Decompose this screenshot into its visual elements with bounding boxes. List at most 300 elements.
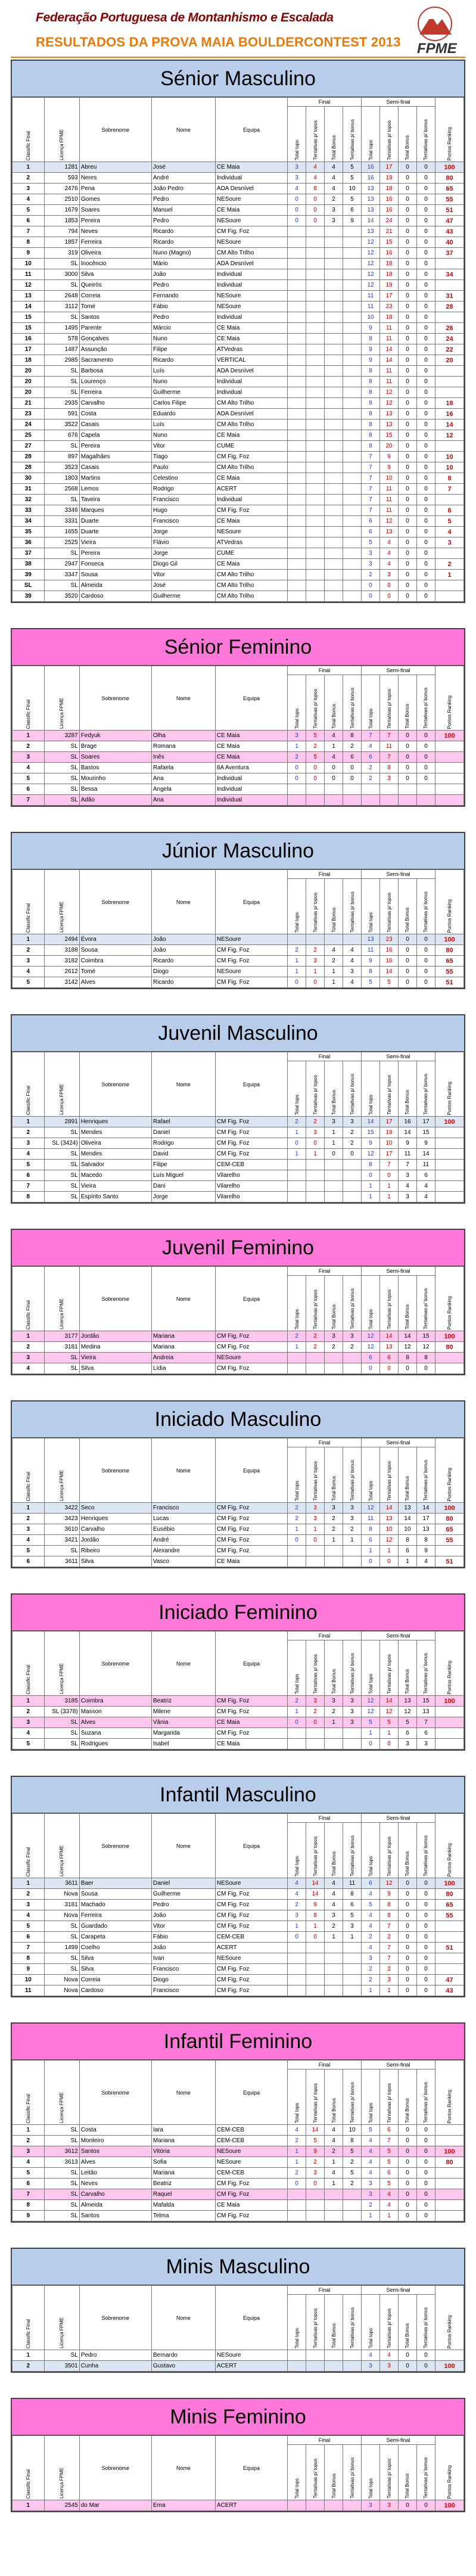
bonus-attempts-cell [343,1170,362,1181]
bonus-cell: 0 [399,430,417,441]
bonus-cell: 0 [399,441,417,452]
col-s4 [416,2069,435,2125]
tops-attempts-cell: 21 [380,226,399,237]
column-label: Tentativas p/ bonus [349,1288,355,1329]
tops-attempts-cell: 12 [380,398,399,409]
bonus-attempts-cell [343,495,362,505]
bonus-cell: 13 [399,1503,417,1514]
rank-cell: 4 [13,1363,45,1374]
bonus-cell [325,2350,343,2361]
license-cell: 1499 [44,1943,79,1953]
points-cell [435,1953,464,1964]
rank-cell: 1 [13,2350,45,2361]
tops-cell: 12 [362,259,380,269]
rank-cell: 3 [13,752,45,763]
surname-cell: Barbosa [79,366,151,377]
column-label: Pontos Ranking [447,1467,452,1501]
tops-attempts-cell: 14 [380,1331,399,1342]
col-f2 [306,1823,325,1878]
column-label: Tentativas p/ topos [312,689,318,729]
license-cell: SL [44,1170,79,1181]
license-cell: 3613 [44,2157,79,2168]
license-cell: SL (3378) [44,1707,79,1717]
rank-cell: 3 [13,1353,45,1363]
tops-cell: 6 [362,1535,380,1546]
points-cell: 12 [435,430,464,441]
surname-cell: Carvalho [79,2189,151,2200]
name-cell: Rafael [151,1117,215,1127]
col-f2 [306,675,325,731]
column-label: Total tops [294,1856,300,1876]
surname-cell: Costa [79,2125,151,2136]
bonus-attempts-cell [343,355,362,366]
section-gap [0,2512,476,2537]
results-sections [0,60,476,2537]
bonus-attempts-cell [343,1739,362,1750]
mountain-icon [411,6,459,44]
tops-cell: 1 [288,967,306,977]
bonus-attempts-cell: 0 [416,1878,435,1889]
column-label: Pontos Ranking [447,2314,452,2348]
team-cell: NESoure [215,934,287,945]
points-cell: 10 [435,452,464,462]
license-cell: 578 [44,334,79,344]
bonus-cell [325,1363,343,1374]
license-cell: Nova [44,1985,79,1996]
bonus-cell [325,580,343,591]
table-row [13,484,464,495]
bonus-cell [325,409,343,420]
bonus-cell: 0 [399,312,417,323]
points-cell [435,1717,464,1728]
bonus-cell: 0 [399,2211,417,2221]
rank-cell: 4 [13,194,45,205]
tops-attempts-cell: 0 [306,773,325,784]
rank-cell: 20 [13,387,45,398]
bonus-cell: 0 [399,1943,417,1953]
tops-cell: 2 [362,1964,380,1975]
bonus-cell: 7 [399,1160,417,1170]
tops-attempts-cell: 1 [380,1192,399,1202]
logo-text: FPME [417,41,457,57]
name-cell: David [151,1149,215,1160]
column-label: Total tops [368,708,374,729]
tops-cell: 13 [362,934,380,945]
tops-cell: 8 [362,420,380,430]
rank-cell: 6 [13,1556,45,1567]
surname-cell: Pereira [79,216,151,226]
tops-cell: 5 [362,1717,380,1728]
col-s4 [416,2445,435,2500]
license-cell: 2935 [44,398,79,409]
rank-cell: 2 [13,945,45,956]
bonus-cell: 0 [399,956,417,967]
column-label: Total tops [368,2102,374,2123]
name-cell: Lídia [151,1363,215,1374]
tops-attempts-cell: 3 [380,570,399,580]
points-cell: 51 [435,1943,464,1953]
surname-cell: Sousa [79,570,151,580]
tops-cell [288,269,306,280]
license-cell: SL [44,495,79,505]
points-cell [435,1353,464,1363]
bonus-attempts-cell: 8 [416,1535,435,1546]
tops-attempts-cell [306,2189,325,2200]
bonus-attempts-cell: 3 [343,1717,362,1728]
tops-cell [288,516,306,527]
bonus-cell: 8 [399,1353,417,1363]
tops-cell [288,548,306,559]
rank-cell: 7 [13,2189,45,2200]
tops-cell: 3 [362,559,380,570]
bonus-attempts-cell: 1 [343,1932,362,1943]
tops-attempts-cell [306,226,325,237]
section-title: Iniciado Feminino [12,1595,464,1631]
tops-cell: 12 [362,248,380,259]
bonus-cell: 11 [399,1149,417,1160]
col-points [435,1267,464,1331]
tops-attempts-cell [306,784,325,795]
table-row [13,355,464,366]
bonus-cell: 5 [399,1717,417,1728]
points-cell: 51 [435,977,464,988]
table-row [13,2146,464,2157]
column-label: Tentativas p/ bonus [423,2082,429,2123]
license-cell: 2568 [44,484,79,495]
points-cell [435,2200,464,2211]
column-label: Tentativas p/ topos [312,1461,318,1501]
results-section [11,832,465,989]
license-cell: SL [44,752,79,763]
column-label: Tentativas p/ topos [312,1289,318,1329]
column-label: Tentativas p/ bonus [349,2457,355,2499]
rank-cell: 4 [13,1535,45,1546]
results-section [11,628,465,807]
tops-cell: 3 [362,2361,380,2372]
bonus-attempts-cell [343,280,362,291]
license-cell: SL [44,2179,79,2189]
points-cell: 65 [435,956,464,967]
bonus-cell [325,1181,343,1192]
license-cell: SL [44,1192,79,1202]
column-label: Total Bonus [405,135,410,160]
license-cell: 3188 [44,945,79,956]
tops-attempts-cell: 18 [380,184,399,194]
rank-cell: 5 [13,205,45,216]
rank-cell: 23 [13,409,45,420]
points-cell [435,763,464,773]
bonus-attempts-cell [343,462,362,473]
bonus-attempts-cell: 4 [416,1556,435,1567]
surname-cell: Santos [79,2211,151,2221]
surname-cell: Guardado [79,1921,151,1932]
table-row [13,1514,464,1524]
col-f1 [288,1447,306,1503]
points-cell [435,591,464,602]
column-label: Total Bonus [331,1304,337,1329]
col-s1 [362,107,380,162]
bonus-attempts-cell: 0 [416,377,435,387]
team-cell: CM Fig. Foz [215,1728,287,1739]
col-f2 [306,2295,325,2350]
tops-attempts-cell: 14 [380,1696,399,1707]
tops-attempts-cell [380,795,399,806]
tops-attempts-cell: 4 [380,537,399,548]
tops-cell [288,344,306,355]
bonus-cell: 4 [325,173,343,184]
col-rank [13,666,45,731]
points-cell: 3 [435,537,464,548]
surname-cell: Duarte [79,516,151,527]
team-cell: CEM-CEB [215,2168,287,2179]
table-row [13,1964,464,1975]
tops-cell: 1 [288,1127,306,1138]
tops-attempts-cell [306,2200,325,2211]
column-label: Licença FPME [59,901,65,933]
bonus-cell [325,516,343,527]
license-cell: 3181 [44,1900,79,1910]
name-cell: Rafaela [151,763,215,773]
col-license [44,2436,79,2500]
col-f1 [288,107,306,162]
column-label: Classific Final [25,1664,31,1694]
tops-cell [288,1985,306,1996]
bonus-attempts-cell: 2 [343,1127,362,1138]
section-title: Minis Feminino [12,2399,464,2435]
table-row [13,323,464,334]
team-cell: Individual [215,495,287,505]
table-row [13,269,464,280]
tops-attempts-cell: 2 [380,1964,399,1975]
tops-cell: 1 [362,1192,380,1202]
tops-cell [288,2200,306,2211]
team-cell: CM Fig. Foz [215,1985,287,1996]
col-f2 [306,1061,325,1117]
column-label: Total Bonus [331,1476,337,1501]
team-cell: NESoure [215,291,287,302]
tops-attempts-cell: 12 [380,1535,399,1546]
tops-attempts-cell [306,302,325,312]
table-row [13,409,464,420]
name-cell: Mariana [151,2136,215,2146]
tops-attempts-cell: 3 [306,1503,325,1514]
points-cell: 7 [435,484,464,495]
rank-cell: 7 [13,226,45,237]
team-cell: Vilarelho [215,1192,287,1202]
tops-cell: 0 [362,591,380,602]
bonus-cell: 0 [399,473,417,484]
points-cell: 14 [435,420,464,430]
points-cell: 6 [435,505,464,516]
tops-attempts-cell: 16 [380,194,399,205]
bonus-cell: 0 [399,1975,417,1985]
table-row [13,505,464,516]
col-surname: Sobrenome [79,1052,151,1117]
bonus-attempts-cell: 8 [416,1353,435,1363]
table-row [13,2361,464,2372]
col-group-semi: Semi-final [362,1267,435,1276]
surname-cell: Évora [79,934,151,945]
license-cell: Nova [44,1889,79,1900]
bonus-attempts-cell: 5 [343,1910,362,1921]
team-cell: CE Maia [215,1717,287,1728]
name-cell: Rodrigo [151,1138,215,1149]
col-surname: Sobrenome [79,2436,151,2500]
col-s3 [399,1823,417,1878]
bonus-attempts-cell [343,2350,362,2361]
tops-attempts-cell [306,484,325,495]
license-cell: SL [44,2350,79,2361]
points-cell [435,2168,464,2179]
license-cell: SL [44,2211,79,2221]
points-cell: 80 [435,1342,464,1353]
tops-cell: 9 [362,1138,380,1149]
col-f3 [325,2069,343,2125]
column-label: Classific Final [25,2093,31,2123]
tops-cell [288,452,306,462]
tops-attempts-cell: 1 [380,1546,399,1556]
license-cell: 1487 [44,344,79,355]
tops-attempts-cell: 9 [380,452,399,462]
rank-cell: 8 [13,237,45,248]
bonus-cell: 0 [399,2157,417,2168]
points-cell: 10 [435,462,464,473]
bonus-cell [325,795,343,806]
section-gap [0,1204,476,1229]
rank-cell: 24 [13,420,45,430]
table-row [13,934,464,945]
column-label: Licença FPME [59,1469,65,1501]
bonus-cell: 4 [325,1900,343,1910]
bonus-cell: 0 [399,1889,417,1900]
rank-cell: 9 [13,2211,45,2221]
bonus-cell [325,1985,343,1996]
bonus-attempts-cell: 0 [416,280,435,291]
bonus-attempts-cell: 0 [416,548,435,559]
tops-attempts-cell [306,2211,325,2221]
tops-attempts-cell: 2 [306,945,325,956]
col-s2 [380,1447,399,1503]
team-cell: CM Alto Trilho [215,580,287,591]
col-surname: Sobrenome [79,1267,151,1331]
bonus-attempts-cell [343,409,362,420]
col-f1 [288,1276,306,1331]
bonus-cell: 3 [325,216,343,226]
table-row [13,2157,464,2168]
tops-cell [288,462,306,473]
tops-attempts-cell: 13 [380,1342,399,1353]
team-cell: CEM-CEB [215,1932,287,1943]
tops-attempts-cell: 1 [306,967,325,977]
results-table [12,2060,464,2221]
surname-cell: Fonseca [79,559,151,570]
license-cell: 3423 [44,1514,79,1524]
name-cell: Vasco [151,1556,215,1567]
points-cell [435,795,464,806]
bonus-attempts-cell [343,1192,362,1202]
col-s4 [416,1061,435,1117]
col-f2 [306,1447,325,1503]
surname-cell: Capela [79,430,151,441]
bonus-cell: 0 [399,559,417,570]
tops-attempts-cell: 3 [306,2168,325,2179]
bonus-cell: 0 [399,495,417,505]
bonus-attempts-cell: 0 [416,2350,435,2361]
col-name: Nome [151,1632,215,1696]
name-cell: Vitória [151,2146,215,2157]
tops-cell: 14 [362,216,380,226]
report-title: RESULTADOS DA PROVA MAIA BOULDERCONTEST 2013 [36,35,401,49]
bonus-cell: 14 [399,1331,417,1342]
rank-cell: 4 [13,1149,45,1160]
table-row [13,752,464,763]
bonus-attempts-cell: 0 [416,516,435,527]
column-label: Total Bonus [331,704,337,729]
tops-attempts-cell: 11 [380,377,399,387]
tops-attempts-cell: 9 [380,1889,399,1900]
tops-cell: 7 [362,495,380,505]
tops-attempts-cell [306,1181,325,1192]
bonus-cell [325,505,343,516]
column-label: Tentativas p/ bonus [349,1460,355,1501]
column-label: Tentativas p/ bonus [349,119,355,160]
tops-cell [288,312,306,323]
team-cell: ADA Desnível [215,366,287,377]
rank-cell: 10 [13,1975,45,1985]
tops-attempts-cell: 0 [306,194,325,205]
table-row [13,173,464,184]
col-surname: Sobrenome [79,666,151,731]
table-row [13,377,464,387]
license-cell: 2648 [44,291,79,302]
license-cell: 3181 [44,1342,79,1353]
team-cell: NESoure [215,194,287,205]
col-license [44,1814,79,1878]
team-cell: CM Fig. Foz [215,1921,287,1932]
column-label: Pontos Ranking [447,2465,452,2499]
bonus-attempts-cell: 0 [416,226,435,237]
tops-attempts-cell: 2 [306,1331,325,1342]
points-cell [435,377,464,387]
bonus-cell [325,2211,343,2221]
tops-cell: 0 [288,194,306,205]
points-cell: 28 [435,302,464,312]
bonus-attempts-cell: 15 [416,1127,435,1138]
tops-attempts-cell: 0 [380,1363,399,1374]
table-row [13,1921,464,1932]
tops-attempts-cell [380,784,399,795]
tops-cell: 12 [362,1503,380,1514]
name-cell: Ana [151,773,215,784]
table-row [13,366,464,377]
tops-attempts-cell: 4 [306,173,325,184]
rank-cell: 5 [13,1160,45,1170]
points-cell [435,1932,464,1943]
tops-cell: 0 [288,1138,306,1149]
surname-cell: Macedo [79,1170,151,1181]
name-cell: Ricardo [151,977,215,988]
rank-cell: 4 [13,763,45,773]
tops-cell: 2 [288,2168,306,2179]
tops-cell: 2 [288,752,306,763]
surname-cell: Ferreira [79,387,151,398]
tops-cell: 9 [362,344,380,355]
rank-cell: 1 [13,1331,45,1342]
license-cell: 794 [44,226,79,237]
bonus-cell [325,312,343,323]
surname-cell: Cardoso [79,1985,151,1996]
surname-cell: Coimbra [79,1696,151,1707]
